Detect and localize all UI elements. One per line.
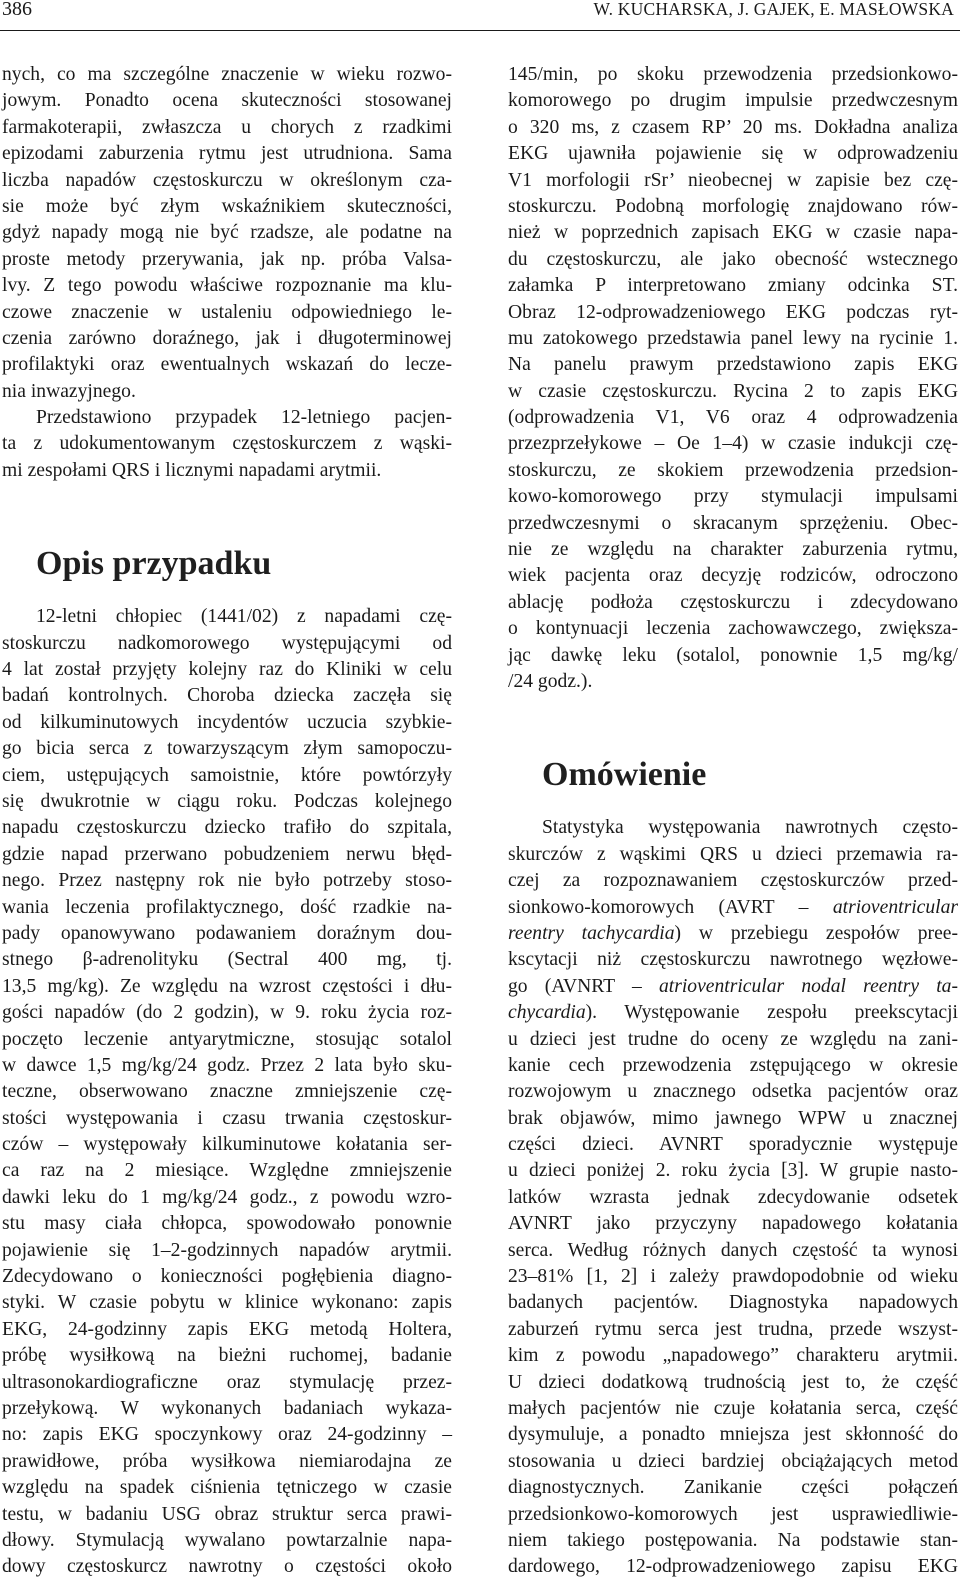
running-head: W. KUCHARSKA, J. GAJEK, E. MASŁOWSKA (593, 0, 954, 19)
text-line: stoskurczu, ze skokiem przewodzenia przedsion- (508, 459, 958, 481)
page-number: 386 (2, 0, 32, 20)
text-line: czej za rozpoznawaniem częstoskurczów przed- (508, 870, 958, 892)
section-heading-discussion: Omówienie (542, 756, 707, 794)
text-line: przedsionkowo-komorowych jest usprawiedliwie- (508, 1503, 958, 1525)
text-line: rozwojowym u znacznego odsetka pacjentów oraz (508, 1081, 958, 1103)
text-line: 23–81% [1, 2] i zależy prawdopodobnie od wieku (508, 1266, 958, 1288)
text-line: załamka P interpretowano zmiany odcinka ST. (508, 275, 958, 297)
section-gap (508, 695, 958, 735)
text-line: go bicia serca z towarzyszącym złym samopoczu- (2, 738, 452, 760)
text-line: Na panelu prawym przedstawiono zapis EKG (508, 354, 958, 376)
text-line: stu masy ciała chłopca, spowodowało ponownie (2, 1213, 452, 1235)
text-line: (odprowadzenia V1, V6 oraz 4 odprowadzenia (508, 407, 958, 429)
section-heading-case: Opis przypadku (36, 545, 272, 583)
text-line: pojawienie się 1–2-godzinnych napadów arytmii. (2, 1239, 452, 1261)
text-line: 4 lat został przyjęty kolejny raz do Kliniki w celu (2, 659, 452, 681)
text-line: stoskurczu. Podobną morfologię znajdowano rów- (508, 195, 958, 217)
text-line: badanych pacjentów. Diagnostyka napadowych (508, 1292, 958, 1314)
text-line: małych pacjentów nie czuje kołatania serca, część (508, 1397, 958, 1419)
text-line: wania leczenia profilaktycznego, dość rzadkie na- (2, 896, 452, 918)
section-gap (2, 484, 452, 524)
text-line: ta z udokumentowanym częstoskurczem z wąski- (2, 433, 452, 455)
text-line: komorowego po drugim impulsie przedwczesnym (508, 90, 958, 112)
text-line: /24 godz.). (508, 670, 593, 692)
text-line: u dzieci poniżej 2. roku życia [3]. W grupie nasto- (508, 1160, 958, 1182)
text-line: styki. W czasie pobytu w klinice wykonano: zapis (2, 1292, 452, 1314)
text-line: próbę wysiłkową na bieżni ruchomej, badanie (2, 1345, 452, 1367)
text-line: mi zespołami QRS i licznymi napadami arytmii. (2, 459, 382, 481)
text-line: kscytacji niż częstoskurczu nawrotnego węzłowe- (508, 949, 958, 971)
text-line: niem takiego postępowania. Na podstawie stan- (508, 1529, 958, 1551)
text-line: AVNRT jako przyczyny napadowego kołatania (508, 1213, 958, 1235)
text-line: no: zapis EKG spoczynkowy oraz 24-godzinny – (2, 1424, 452, 1446)
intro-paragraph-2 (2, 405, 452, 484)
text-line: U dzieci dodatkową trudnością jest to, że część (508, 1371, 958, 1393)
text-line: Statystyka występowania nawrotnych często- (542, 817, 958, 839)
text-line: dardowego, 12-odprowadzeniowego zapisu EKG (508, 1556, 958, 1578)
text-line: względu na spadek ciśnienia tętniczego w czasie (2, 1477, 452, 1499)
text-line: u dzieci jest trudne do oceny ze względu na zani- (508, 1028, 958, 1050)
text-line: skurczów z wąskimi QRS u dzieci przemawia ra- (508, 843, 958, 865)
text-line: brak objawów, mimo jawnego WPW u znacznej (508, 1107, 958, 1129)
text-line: V1 morfologii rSr’ nieobecnej w zapisie bez czę- (508, 169, 958, 191)
page-header (0, 0, 960, 28)
text-line: stnego β-adrenolityku (Sectral 400 mg, tj. (2, 949, 452, 971)
text-line: nież w poprzednich zapisach EKG w czasie napa- (508, 222, 958, 244)
text-line: nie ze względu na charakter zaburzenia rytmu, (508, 539, 958, 561)
text-line: EKG ujawniła pojawienie się w odprowadzeniu (508, 143, 958, 165)
text-line: pady opanowywano podawaniem doraźnym dou- (2, 922, 452, 944)
text-line: go (AVNRT – atrioventricular nodal reentry ta- (508, 975, 958, 997)
text-line: ablację podłoża częstoskurczu i zdecydowano (508, 591, 958, 613)
text-line: przełykową. W wykonanych badaniach wykaza- (2, 1397, 452, 1419)
text-line: testu, w badaniu USG obraz struktur serca prawi- (2, 1503, 452, 1525)
text-line: gości napadów (do 2 godzin), w 9. roku życia roz- (2, 1002, 452, 1024)
text-line: stoskurczu nadkomorowego występującymi od (2, 632, 452, 654)
discussion-paragraph (508, 815, 958, 1580)
text-line: jąc dawkę leku (sotalol, ponownie 1,5 mg/kg/ (508, 644, 958, 666)
text-line: części dzieci. AVNRT sporadycznie występuje (508, 1134, 958, 1156)
text-line: nych, co ma szczególne znaczenie w wieku rozwo- (2, 64, 452, 85)
text-line: ultrasonokardiograficzne oraz stymulację przez- (2, 1371, 452, 1393)
right-column (508, 62, 958, 1581)
text-line: czów – występowały kilkuminutowe kołatania ser- (2, 1134, 452, 1156)
case-paragraph (2, 604, 452, 1580)
text-line: chycardia). Występowanie zespołu preekscytacji (508, 1002, 958, 1024)
text-line: gdzie napad przerwano pobudzeniem nerwu błęd- (2, 843, 452, 865)
text-line: sionkowo-komorowych (AVRT – atrioventricular (508, 896, 958, 918)
text-line: przezprzełykowe – Oe 1–4) w czasie indukcji czę- (508, 433, 958, 455)
text-line: stości występowania i czasu trwania częstoskur- (2, 1107, 452, 1129)
case-paragraph-continued (508, 62, 958, 695)
text-line: Zdecydowano o konieczności pogłębienia diagno- (2, 1266, 452, 1288)
text-line: kowo-komorowego przy stymulacji impulsami (508, 486, 958, 508)
text-line: czowe znaczenie w ustaleniu odpowiedniego le- (2, 301, 452, 323)
text-line: ca raz na 2 miesiące. Względne zmniejszenie (2, 1160, 452, 1182)
text-line: serca. Według różnych danych częstość ta wynosi (508, 1239, 958, 1261)
text-line: reentry tachycardia) w przebiegu zespołów pree- (508, 922, 958, 944)
header-rule (0, 30, 960, 31)
text-line: teczne, obserwowano znaczne zmniejszenie czę- (2, 1081, 452, 1103)
text-line: dawki leku do 1 mg/kg/24 godz., z powodu wzro- (2, 1186, 452, 1208)
text-line: wiek pacjenta oraz decyzję rodziców, odroczono (508, 565, 958, 587)
text-line: diagnostycznych. Zanikanie części połączeń (508, 1477, 958, 1499)
text-line: ciem, ustępujących samoistnie, które powtórzyły (2, 764, 452, 786)
text-line: jowym. Ponadto ocena skuteczności stosowanej (2, 90, 452, 112)
text-line: farmakoterapii, zwłaszcza u chorych z rzadkimi (2, 116, 452, 138)
text-line: czenia zarówno doraźnego, jak i długoterminowej (2, 327, 452, 349)
text-line: dłowy. Stymulacją wywalano powtarzalnie napa- (2, 1529, 452, 1551)
text-line: się dwukrotnie w ciągu roku. Podczas kolejnego (2, 790, 452, 812)
text-line: od kilkuminutowych incydentów uczucia szybkie- (2, 711, 452, 733)
text-line: prawidłowe, próba wysiłkowa niemiarodajna ze (2, 1450, 452, 1472)
text-line: gdyż napady mogą nie być rzadsze, ale podatne na (2, 222, 452, 244)
text-line: 13,5 mg/kg). Ze względu na wzrost częstości i dłu- (2, 975, 452, 997)
text-line: nego. Przez następny rok nie było potrzeby stoso- (2, 870, 452, 892)
text-line: zaburzeń rytmu serca jest trudna, przede wszyst- (508, 1318, 958, 1340)
text-line: w czasie częstoskurczu. Rycina 2 to zapis EKG (508, 380, 958, 402)
text-line: kanie cech przewodzenia zstępującego w okresie (508, 1054, 958, 1076)
text-line: sie może być złym wskaźnikiem skuteczności, (2, 195, 452, 217)
text-line: lvy. Z tego powodu właściwe rozpoznanie ma klu- (2, 275, 452, 297)
left-column (2, 62, 452, 1581)
text-line: 145/min, po skoku przewodzenia przedsionkowo- (508, 64, 958, 85)
text-line: kim z powodu „napadowego” charakteru arytmii. (508, 1345, 958, 1367)
text-line: mu zatokowego przedstawia panel lewy na rycinie 1. (508, 327, 958, 349)
text-line: o kontynuacji leczenia zachowawczego, zwiększa- (508, 618, 958, 640)
text-line: napadu częstoskurczu dziecko trafiło do szpitala, (2, 817, 452, 839)
text-line: przedwczesnymi o skracanym sprzężeniu. Obec- (508, 512, 958, 534)
text-line: epizodami zaburzenia rytmu jest utrudniona. Sama (2, 143, 452, 165)
text-line: w dawce 1,5 mg/kg/24 godz. Przez 2 lata było sku- (2, 1054, 452, 1076)
text-line: dowy częstoskurcz nawrotny o częstości około (2, 1556, 452, 1578)
text-line: badań kontrolnych. Choroba dziecka zaczęła się (2, 685, 452, 707)
text-line: nia inwazyjnego. (2, 380, 136, 402)
text-line: stosowania u dzieci bardziej obciążających metod (508, 1450, 958, 1472)
text-line: proste metody przerywania, jak np. próba Valsa- (2, 248, 452, 270)
text-line: profilaktyki oraz ewentualnych wskazań do lecze- (2, 354, 452, 376)
text-line: EKG, 24-godzinny zapis EKG metodą Holtera, (2, 1318, 452, 1340)
text-line: du częstoskurczu, ale jako obecność wstecznego (508, 248, 958, 270)
intro-paragraph (2, 62, 452, 405)
text-line: 12-letni chłopiec (1441/02) z napadami czę- (36, 606, 452, 628)
text-line: dysymuluje, a ponadto mniejsza jest skłonność do (508, 1424, 958, 1446)
text-line: Przedstawiono przypadek 12-letniego pacjen- (36, 407, 452, 429)
text-line: liczba napadów częstoskurczu w określonym cza- (2, 169, 452, 191)
text-line: o 320 ms, z czasem RP’ 20 ms. Dokładna analiza (508, 116, 958, 138)
text-line: poczęto leczenie antyarytmiczne, stosując sotalol (2, 1028, 452, 1050)
text-line: Obraz 12-odprowadzeniowego EKG podczas ryt- (508, 301, 958, 323)
text-line: latków wzrasta jednak zdecydowanie odsetek (508, 1186, 958, 1208)
